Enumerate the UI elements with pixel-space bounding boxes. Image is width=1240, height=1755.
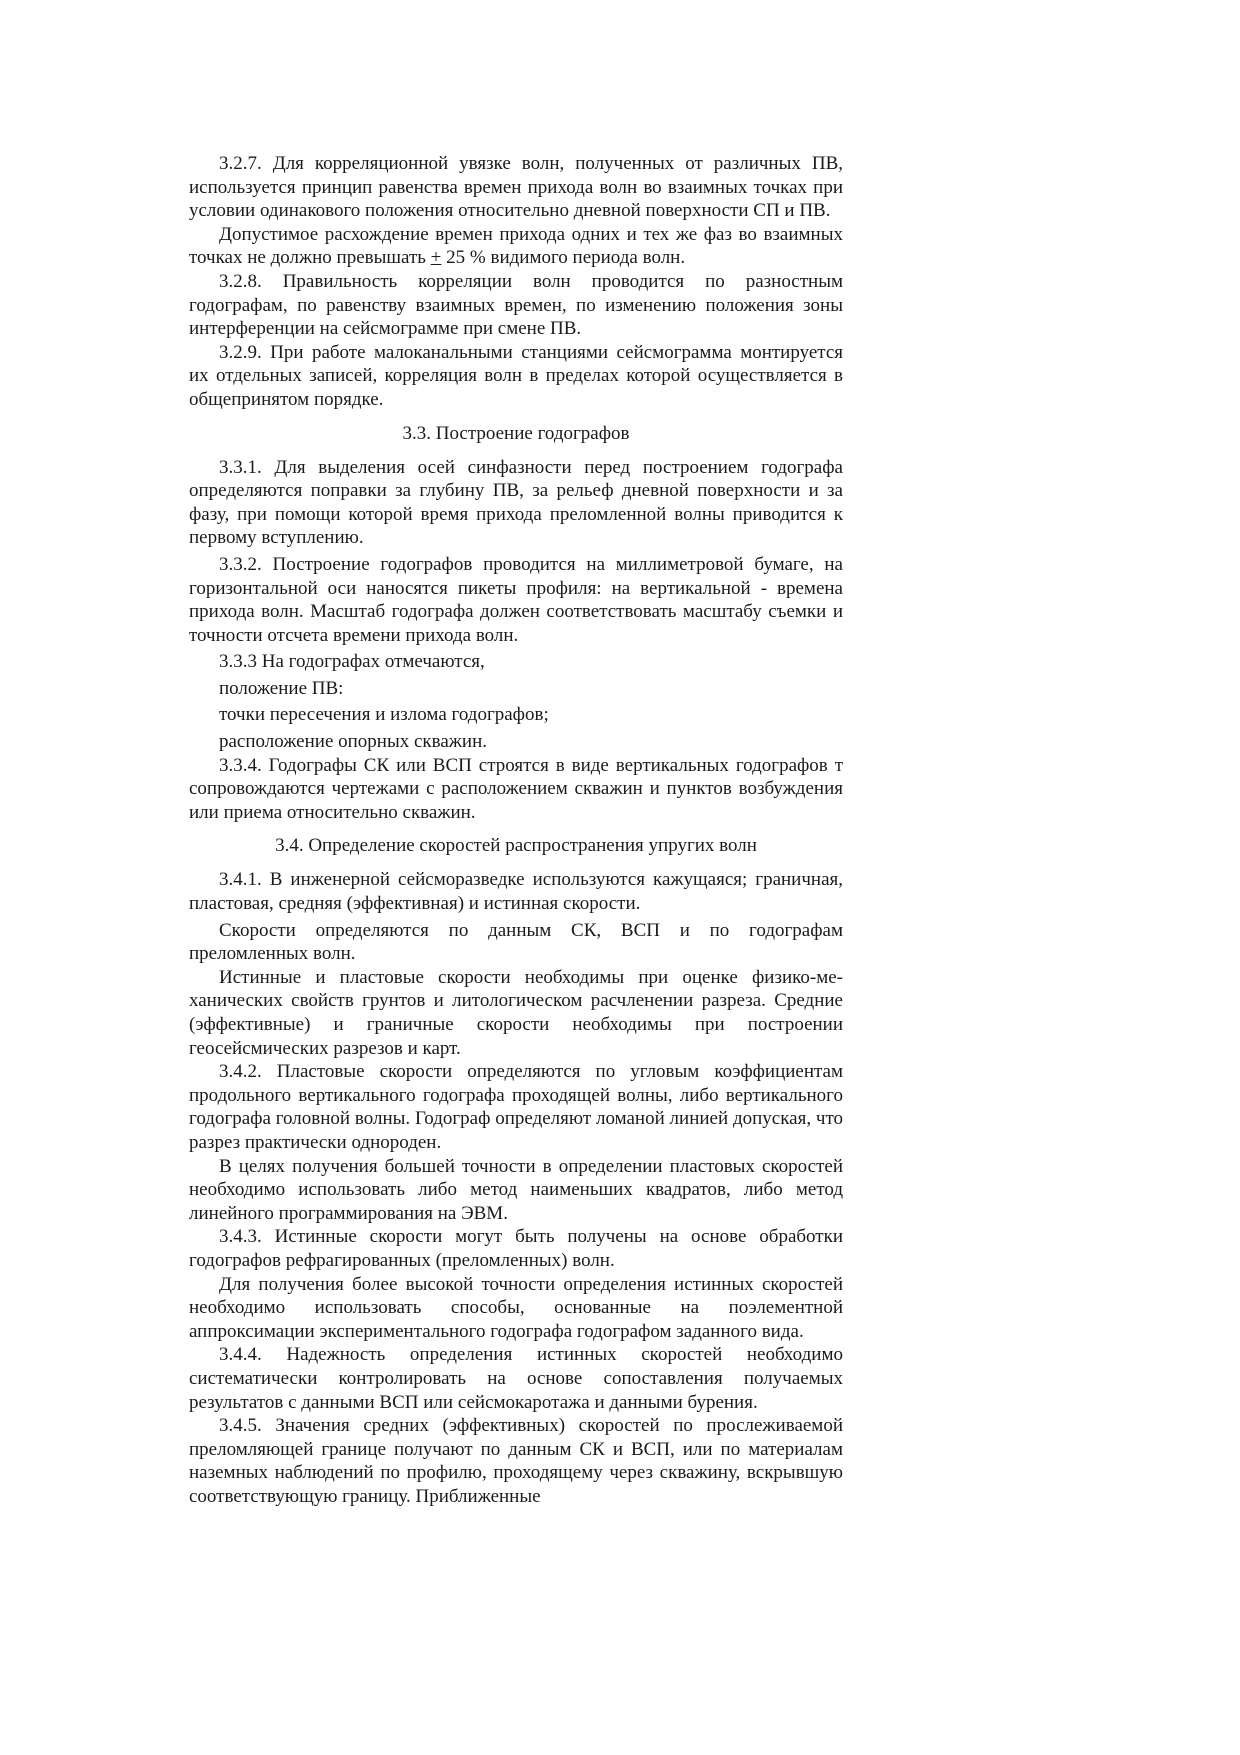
- paragraph-3-4-2-accuracy: В целях получения большей точности в определении пластовых скоростей необходимо использовать либо метод наименьших квадратов, либо метод линейного программирования на ЭВМ.: [189, 1155, 843, 1224]
- paragraph-3-4-5: 3.4.5. Значения средних (эффективных) скоростей по прослеживаемой преломляющей границе получают по данным СК и ВСП, или по материалам наземных наблюдений по профилю, проходящему через скважину, вскрывшую соответствующую границу. Приближенные: [189, 1415, 843, 1507]
- list-item: точки пересечения и излома годографов;: [219, 704, 549, 726]
- paragraph-3-3-1: 3.3.1. Для выделения осей синфазности перед построением годографа определяются поправки за глубину ПВ, за рельеф дневной поверхности и за фазу, при помощи которой время прихода преломленной волны приводится к первому вступлению.: [189, 456, 843, 549]
- paragraph-3-4-1: 3.4.1. В инженерной сейсморазведке используются кажущаяся; граничная, пластовая, средняя (эффективная) и истинная скорости.: [189, 869, 843, 915]
- paragraph-3-4-1-usage: Истинные и пластовые скорости необходимы при оценке физико-механических свойств грунтов и литологическом расчленении разреза. Средние (эффективные) и граничные скорости необходимы при построении геосейсмических разрезов и карт.: [189, 966, 843, 1059]
- paragraph-3-4-4: 3.4.4. Надежность определения истинных скоростей необходимо систематически контролировать на основе сопоставления получаемых результатов с данными ВСП или сейсмокаротажа и данными бурения.: [189, 1344, 843, 1413]
- paragraph-3-2-8: 3.2.8. Правильность корреляции волн проводится по разностным годографам, по равенству взаимных времен, по изменению положения зоны интерференции на сейсмограмме при смене ПВ.: [189, 270, 843, 340]
- paragraph-3-2-7: 3.2.7. Для корреляционной увязке волн, полученных от различных ПВ, используется принцип равенства времен прихода волн во взаимных точках при условии одинакового положения относительно дневной поверхности СП и ПВ.: [189, 153, 843, 222]
- section-heading-3-3: 3.3. Построение годографов: [402, 422, 630, 444]
- paragraph-3-3-3: 3.3.3 На годографах отмечаются,: [219, 651, 485, 673]
- document-page: [189, 152, 843, 1508]
- paragraph-3-4-1-methods: Скорости определяются по данным СК, ВСП и по годографам преломленных волн.: [189, 919, 843, 965]
- section-heading-3-4: 3.4. Определение скоростей распространения упругих волн: [275, 835, 757, 857]
- paragraph-3-2-9: 3.2.9. При работе малоканальными станциями сейсмограмма монтируется их отдельных записей, корреляция волн в пределах которой осуществляется в общепринятом порядке.: [189, 341, 843, 410]
- paragraph-3-3-4: 3.3.4. Годографы СК или ВСП строятся в виде вертикальных годографов т сопровождаются чертежами с расположением скважин и пунктов возбуждения или приема относительно скважин.: [189, 754, 843, 823]
- tolerance-text-after: 25 % видимого периода волн.: [441, 247, 686, 269]
- paragraph-3-4-3-accuracy: Для получения более высокой точности определения истинных скоростей необходимо использовать способы, основанные на поэлементной аппроксимации экспериментального годографа годографом заданного вида.: [189, 1273, 843, 1342]
- paragraph-3-4-3: 3.4.3. Истинные скорости могут быть получены на основе обработки годографов рефрагированных (преломленных) волн.: [189, 1226, 843, 1271]
- tolerance-text-before: Допустимое расхождение времен прихода одних и тех же фаз во взаимных точках не должно превышать: [189, 223, 843, 269]
- paragraph-3-4-2: 3.4.2. Пластовые скорости определяются по угловым коэффициентам продольного вертикального годографа проходящей волны, либо вертикального годографа головной волны. Годограф определяют ломаной линией допуская, что разрез практически однороден.: [189, 1061, 843, 1153]
- list-item: положение ПВ:: [219, 677, 344, 699]
- plus-minus-sign: +: [430, 247, 442, 269]
- paragraph-3-3-2: 3.3.2. Построение годографов проводится на миллиметровой бумаге, на горизонтальной оси наносятся пикеты профиля: на вертикальной - времена прихода волн. Масштаб годографа должен соответствовать масштабу съемки и точности отсчета времени прихода волн.: [189, 553, 843, 646]
- paragraph-3-2-7-tolerance: [189, 223, 843, 270]
- list-item: расположение опорных скважин.: [219, 731, 488, 753]
